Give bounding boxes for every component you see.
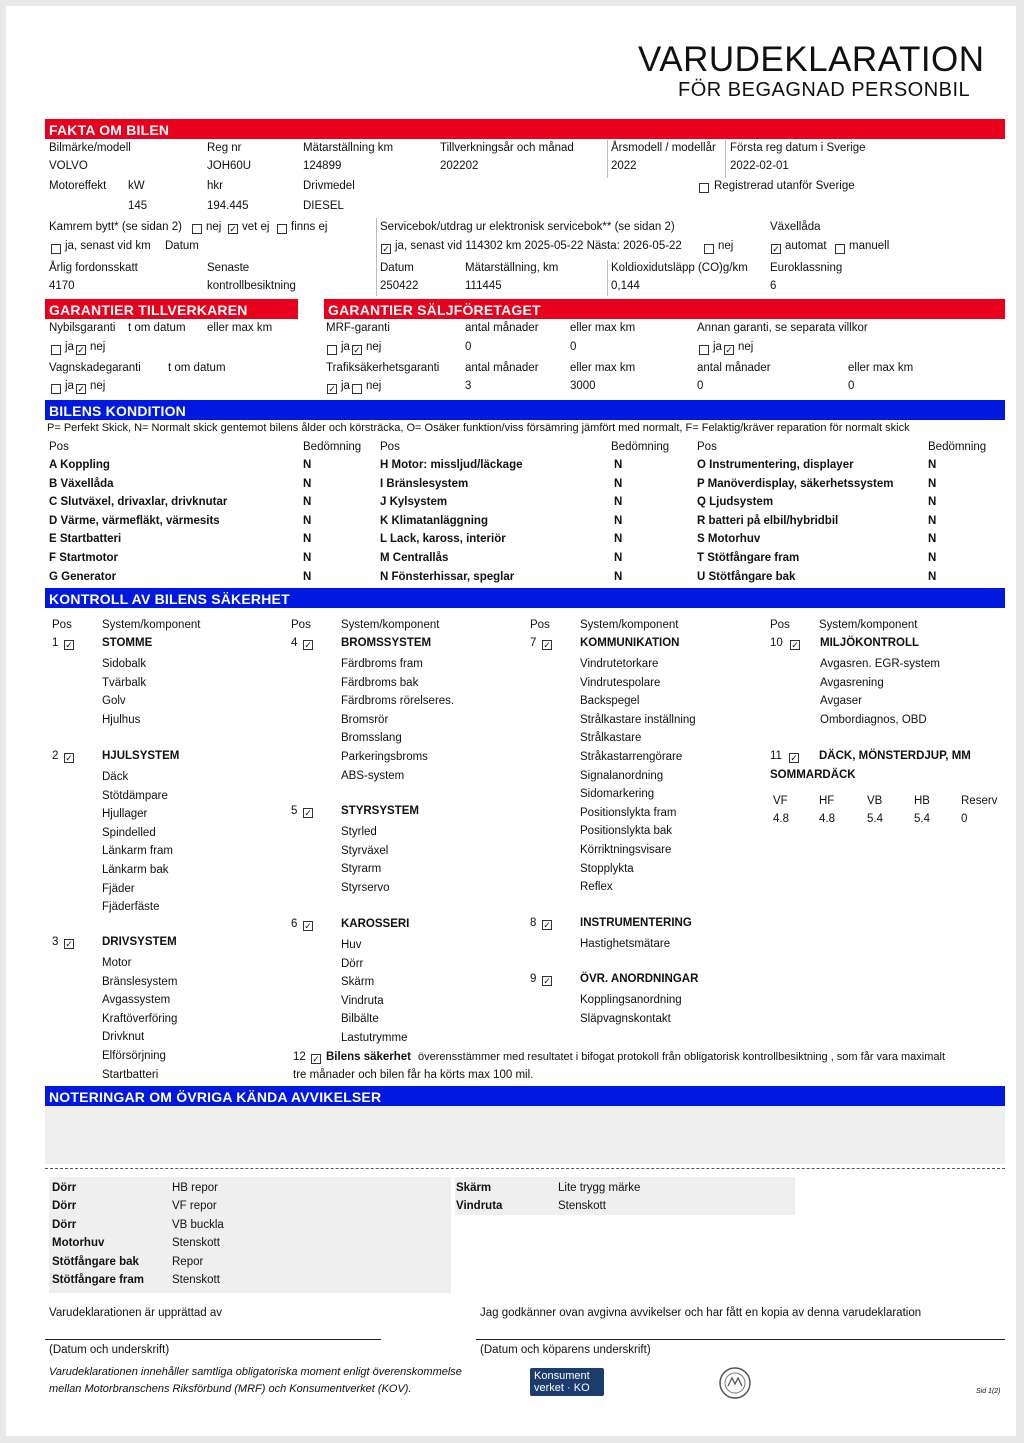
kondition-bed-header: Bedömning [611, 441, 670, 453]
group-9-checkbox[interactable]: ✓ [543, 976, 551, 986]
value-mrf-max: 0 [570, 341, 577, 353]
condition-value: N [614, 477, 623, 490]
note-part: Stötfångare bak [52, 1255, 139, 1268]
label-senaste: Senaste [207, 262, 250, 274]
component-item: Bränslesystem [102, 975, 178, 988]
note-part: Dörr [52, 1218, 77, 1231]
component-item: Avgasren. EGR-system [820, 658, 940, 670]
label-kw: kW [128, 180, 145, 192]
condition-label: L Lack, kaross, interiör [380, 533, 506, 546]
note-part: Dörr [52, 1182, 77, 1194]
tyre-col-reserv: Reserv [961, 795, 998, 807]
condition-label: O Instrumentering, displayer [697, 459, 854, 471]
checkbox-vagn-ja[interactable] [51, 384, 61, 394]
group-11-subtitle: SOMMARDÄCK [770, 769, 856, 781]
logo-line-2: verket · KO [534, 1382, 590, 1394]
label-arsmodell: Årsmodell / modellår [611, 142, 716, 154]
component-item: Sidobalk [102, 658, 147, 670]
component-item: Färdbroms bak [341, 676, 419, 689]
kontroll-pos-header: Pos [530, 619, 550, 631]
label-kamrem-nej: nej [206, 221, 222, 233]
tyre-val-vf: 4.8 [773, 813, 789, 825]
label-kamrem-datum: Datum [165, 240, 199, 252]
value-servicebok: ja, senast vid 114302 km 2025-05-22 Nästa: 2026-05-22 [395, 240, 682, 252]
group-7-num: 7 [530, 637, 537, 649]
component-item: Avgasrening [820, 676, 884, 689]
label-vagn-nej: nej [90, 380, 106, 392]
component-item: Styrarm [341, 863, 382, 876]
group-4-checkbox[interactable]: ✓ [304, 640, 312, 650]
condition-label: K Klimatanläggning [380, 514, 488, 527]
condition-value: N [614, 570, 623, 583]
condition-value: N [303, 514, 312, 527]
label-kontroll-datum: Datum [380, 262, 414, 274]
note-part: Stötfångare fram [52, 1274, 145, 1286]
note-text: Stenskott [558, 1200, 606, 1213]
label-reg: Reg nr [207, 142, 242, 154]
label-fordonsskatt: Årlig fordonsskatt [49, 262, 138, 274]
label-nybil-ja: ja [65, 341, 74, 353]
section-header-kondition: BILENS KONDITION [45, 400, 1005, 420]
condition-value: N [303, 533, 312, 546]
component-item: Startbatteri [102, 1068, 159, 1081]
label-trafik-antal: antal månader [465, 362, 539, 374]
signature-line-buyer [476, 1339, 1005, 1340]
note-text: VB buckla [172, 1218, 224, 1231]
component-item: Stråkastarrengörare [580, 751, 683, 763]
label-mrf-antal: antal månader [465, 322, 539, 334]
condition-value: N [928, 496, 937, 509]
label-trafiksakerhetsgaranti: Trafiksäkerhetsgaranti [326, 362, 440, 374]
divider [607, 140, 608, 178]
label-kontroll-km: Mätarställning, km [465, 262, 559, 274]
footer-note-1: Varudeklarationen innehåller samtliga obligatoriska moment enligt överenskommelse [49, 1366, 462, 1378]
checkbox-automat[interactable]: ✓ [772, 244, 780, 254]
component-item: Färdbroms fram [341, 658, 423, 670]
group-10-checkbox[interactable]: ✓ [791, 640, 799, 650]
component-item: Tvärbalk [102, 676, 147, 689]
condition-label: M Centrallås [380, 552, 449, 564]
group-7-checkbox[interactable]: ✓ [543, 640, 551, 650]
condition-value: N [928, 459, 937, 471]
condition-value: N [928, 533, 937, 546]
component-item: Släpvagnskontakt [580, 1012, 671, 1025]
condition-label: R batteri på elbil/hybridbil [697, 514, 839, 527]
checkbox-registrerad-utanfor[interactable] [699, 183, 709, 193]
component-item: Bilbälte [341, 1013, 379, 1026]
component-item: Ombordiagnos, OBD [820, 713, 927, 726]
label-registrerad-utanfor: Registrerad utanför Sverige [714, 180, 855, 192]
label-vagnskadegaranti: Vagnskadegaranti [49, 362, 141, 374]
label-annan-antal: antal månader [697, 362, 771, 374]
condition-label: F Startmotor [49, 552, 118, 564]
tyre-val-hb: 5.4 [914, 813, 930, 825]
group-5-checkbox[interactable]: ✓ [304, 808, 312, 818]
component-item: Motor [102, 957, 132, 969]
kondition-bed-header: Bedömning [303, 441, 362, 453]
divider [376, 218, 377, 296]
group-6-title: KAROSSERI [341, 918, 410, 930]
component-item: Strålkastare [580, 732, 642, 745]
label-mrf-ja: ja [341, 341, 350, 353]
component-item: Bromsrör [341, 713, 389, 726]
page-number: Sid 1(2) [976, 1388, 1001, 1395]
value-arsmodell: 2022 [611, 160, 637, 172]
group-2-num: 2 [52, 750, 59, 762]
group-12-bold: Bilens säkerhet [326, 1051, 412, 1063]
condition-label: G Generator [49, 570, 117, 583]
checkbox-trafik-ja[interactable]: ✓ [328, 384, 336, 394]
component-item: ABS-system [341, 769, 405, 782]
kontroll-pos-header: Pos [52, 619, 72, 631]
label-hk: hkr [207, 180, 223, 192]
kondition-legend: P= Perfekt Skick, N= Normalt skick gentemot bilens ålder och körsträcka, O= Osäker funktion/viss försämring jämfört med normalt, F= Felaktig/kräver reparation för normalt skick [47, 422, 910, 434]
condition-value: N [614, 496, 623, 509]
kontroll-pos-header: Pos [770, 619, 790, 631]
component-item: Avgaser [820, 695, 862, 708]
label-trafik-ja: ja [341, 380, 350, 392]
noteringar-line [45, 1168, 1005, 1169]
checkbox-kamrem-vetej[interactable]: ✓ [229, 224, 237, 234]
component-item: Positionslykta fram [580, 806, 677, 819]
component-item: Reflex [580, 881, 613, 894]
group-5-num: 5 [291, 805, 298, 817]
condition-label: E Startbatteri [49, 533, 122, 546]
tyre-val-vb: 5.4 [867, 813, 883, 825]
label-upprattad: Varudeklarationen är upprättad av [49, 1307, 223, 1319]
section-header-noteringar: NOTERINGAR OM ÖVRIGA KÄNDA AVVIKELSER [45, 1086, 1005, 1106]
label-automat: automat [785, 240, 827, 252]
condition-value: N [303, 459, 312, 471]
group-3-checkbox[interactable]: ✓ [65, 939, 73, 949]
group-1-title: STOMME [102, 637, 153, 649]
checkbox-manuell[interactable] [835, 244, 845, 254]
component-item: Drivknut [102, 1031, 145, 1044]
group-2-title: HJULSYSTEM [102, 750, 180, 762]
group-10-title: MILJÖKONTROLL [820, 637, 920, 649]
label-annan-nej: nej [738, 341, 754, 353]
component-item: Länkarm bak [102, 864, 169, 876]
kondition-pos-header: Pos [380, 441, 400, 453]
component-item: Fjäder [102, 882, 135, 895]
label-motor: Motoreffekt [49, 180, 107, 192]
konsumentverket-logo [530, 1368, 604, 1396]
document-page [6, 6, 1016, 1436]
component-item: Hjulhus [102, 713, 141, 726]
group-11-num: 11 [770, 750, 782, 762]
label-co2: Koldioxidutsläpp (CO)g/km [611, 262, 748, 274]
group-8-checkbox[interactable]: ✓ [543, 920, 551, 930]
checkbox-kamrem-nej[interactable] [192, 224, 202, 234]
component-item: Avgassystem [102, 994, 171, 1007]
kontroll-pos-header: Pos [291, 619, 311, 631]
tyre-val-hf: 4.8 [819, 813, 835, 825]
label-euroklass: Euroklassning [770, 262, 843, 274]
note-text: Lite trygg märke [558, 1182, 641, 1194]
value-fordonsskatt: 4170 [49, 280, 75, 292]
group-11-title: DÄCK, MÖNSTERDJUP, MM [819, 750, 971, 762]
component-item: Huv [341, 939, 362, 951]
condition-label: H Motor: missljud/läckage [380, 459, 523, 471]
group-3-num: 3 [52, 936, 59, 948]
component-item: Däck [102, 771, 129, 783]
label-nybil-maxkm: eller max km [207, 322, 273, 334]
note-part: Vindruta [456, 1200, 503, 1213]
group-12-checkbox[interactable]: ✓ [312, 1054, 320, 1064]
label-nybilsgaranti: Nybilsgaranti [49, 322, 116, 334]
label-vaxellada: Växellåda [770, 221, 821, 233]
condition-value: N [614, 459, 623, 471]
component-item: Dörr [341, 957, 364, 970]
label-trafik-max: eller max km [570, 362, 636, 374]
kondition-bed-header: Bedömning [928, 441, 987, 453]
doc-title: VARUDEKLARATION [638, 40, 985, 79]
checkbox-nybil-ja[interactable] [51, 345, 61, 355]
section-header-garanti-saljforetaget: GARANTIER SÄLJFÖRETAGET [324, 299, 1005, 319]
component-item: Skärm [341, 976, 375, 989]
checkbox-mrf-ja[interactable] [327, 345, 337, 355]
label-sig-buyer: (Datum och köparens underskrift) [480, 1344, 651, 1356]
group-12-text1: överensstämmer med resultatet i bifogat protokoll från obligatorisk kontrollbesiktning , som får vara maximalt [418, 1051, 946, 1063]
condition-label: D Värme, värmefläkt, värmesits [49, 514, 220, 527]
label-manuell: manuell [849, 240, 890, 252]
condition-label: B Växellåda [49, 477, 114, 490]
group-9-num: 9 [530, 973, 537, 985]
noteringar-area [45, 1106, 1005, 1164]
component-item: Fjäderfäste [102, 901, 160, 914]
component-item: Signalanordning [580, 769, 664, 782]
condition-value: N [303, 570, 312, 583]
checkbox-nybil-nej[interactable]: ✓ [77, 345, 85, 355]
condition-value: N [614, 533, 623, 546]
logo-line-1: Konsument [534, 1370, 590, 1382]
component-item: Lastutrymme [341, 1032, 408, 1044]
label-kamrem: Kamrem bytt* (se sidan 2) [49, 221, 182, 233]
condition-label: N Fönsterhissar, speglar [380, 570, 515, 583]
group-11-checkbox[interactable]: ✓ [790, 753, 798, 763]
label-sig-seller: (Datum och underskrift) [49, 1344, 170, 1356]
checkbox-servicebok-nej[interactable] [704, 244, 714, 254]
group-8-num: 8 [530, 917, 537, 929]
group-3-title: DRIVSYSTEM [102, 936, 177, 948]
component-item: Vindruta [341, 994, 384, 1007]
checkbox-kamrem-ja[interactable] [51, 244, 61, 254]
checkbox-annan-ja[interactable] [699, 345, 709, 355]
condition-value: N [303, 552, 312, 564]
label-kamrem-finnsej: finns ej [291, 221, 328, 233]
value-brand: VOLVO [49, 160, 88, 172]
value-co2: 0,144 [611, 280, 640, 292]
divider [607, 260, 608, 296]
group-7-title: KOMMUNIKATION [580, 637, 680, 649]
checkbox-vagn-nej[interactable]: ✓ [77, 384, 85, 394]
value-drivmedel: DIESEL [303, 200, 344, 212]
condition-label: S Motorhuv [697, 533, 761, 546]
condition-label: T Stötfångare fram [697, 552, 800, 564]
tyre-col-vf: VF [773, 795, 788, 807]
component-item: Hastighetsmätare [580, 938, 671, 950]
signature-line-seller [45, 1339, 381, 1340]
note-text: Repor [172, 1255, 204, 1268]
value-mrf-antal: 0 [465, 341, 472, 353]
condition-label: I Bränslesystem [380, 477, 469, 490]
tyre-val-reserv: 0 [961, 813, 968, 825]
condition-value: N [928, 570, 937, 583]
component-item: Styrservo [341, 881, 390, 894]
group-4-num: 4 [291, 637, 298, 649]
note-text: HB repor [172, 1182, 219, 1194]
checkbox-annan-nej[interactable]: ✓ [725, 345, 733, 355]
value-annan-max: 0 [848, 380, 855, 392]
component-item: Kraftöverföring [102, 1012, 178, 1025]
label-trafik-nej: nej [366, 380, 382, 392]
label-vagn-tomdatum: t om datum [168, 362, 226, 374]
label-mrf-nej: nej [366, 341, 382, 353]
note-text: Stenskott [172, 1237, 220, 1250]
component-item: Kopplingsanordning [580, 994, 682, 1006]
condition-label: U Stötfångare bak [697, 570, 796, 583]
note-part: Motorhuv [52, 1237, 105, 1250]
value-kw: 145 [128, 200, 148, 212]
component-item: Positionslykta bak [580, 825, 673, 838]
condition-value: N [303, 496, 312, 509]
note-text: VF repor [172, 1200, 217, 1213]
mrf-seal-icon [717, 1366, 753, 1400]
condition-label: A Koppling [49, 459, 110, 471]
tyre-col-hf: HF [819, 795, 835, 807]
kontroll-sys-header: System/komponent [341, 619, 440, 631]
label-godkanner: Jag godkänner ovan avgivna avvikelser och har fått en kopia av denna varudeklaration [480, 1307, 922, 1319]
component-item: Golv [102, 695, 126, 708]
component-item: Styrväxel [341, 844, 389, 857]
component-item: Styrled [341, 826, 377, 838]
label-mrf-max: eller max km [570, 322, 636, 334]
component-item: Bromsslang [341, 732, 402, 745]
label-kamrem-vetej: vet ej [242, 221, 270, 233]
label-mrf-garanti: MRF-garanti [326, 322, 390, 334]
group-8-title: INSTRUMENTERING [580, 917, 692, 929]
label-drivmedel: Drivmedel [303, 180, 355, 192]
component-item: Stötdämpare [102, 789, 168, 802]
group-1-checkbox[interactable]: ✓ [65, 640, 73, 650]
value-trafik-max: 3000 [570, 380, 596, 392]
value-hk: 194.445 [207, 200, 249, 212]
doc-subtitle: FÖR BEGAGNAD PERSONBIL [678, 79, 971, 101]
note-part: Skärm [456, 1182, 492, 1194]
label-brand: Bilmärke/modell [49, 142, 131, 154]
group-12-num: 12 [293, 1051, 306, 1063]
condition-label: P Manöverdisplay, säkerhetssystem [697, 477, 894, 490]
divider [725, 140, 726, 178]
label-nybil-nej: nej [90, 341, 106, 353]
component-item: Vindrutetorkare [580, 658, 659, 670]
label-tillv: Tillverkningsår och månad [440, 142, 574, 154]
label-annan-garanti: Annan garanti, se separata villkor [697, 322, 868, 334]
condition-label: J Kylsystem [380, 496, 448, 509]
component-item: Strålkastare inställning [580, 713, 696, 726]
component-item: Färdbroms rörelseres. [341, 695, 455, 708]
group-9-title: ÖVR. ANORDNINGAR [580, 973, 699, 985]
component-item: Sidomarkering [580, 788, 655, 801]
value-kontroll-km: 111445 [465, 280, 502, 292]
value-annan-antal: 0 [697, 380, 704, 392]
label-vagn-ja: ja [65, 380, 74, 392]
group-2-checkbox[interactable]: ✓ [65, 753, 73, 763]
component-item: Stopplykta [580, 862, 634, 875]
section-header-fakta: FAKTA OM BILEN [45, 119, 1005, 139]
value-tillv: 202202 [440, 160, 479, 172]
section-header-kontroll: KONTROLL AV BILENS SÄKERHET [45, 588, 1005, 608]
note-part: Dörr [52, 1200, 77, 1213]
group-5-title: STYRSYSTEM [341, 805, 419, 817]
kondition-pos-header: Pos [49, 441, 69, 453]
group-6-checkbox[interactable]: ✓ [304, 921, 312, 931]
component-item: Backspegel [580, 695, 640, 708]
component-item: Spindelled [102, 826, 156, 839]
kontroll-sys-header: System/komponent [102, 619, 201, 631]
kontroll-sys-header: System/komponent [580, 619, 679, 631]
footer-note-2: mellan Motorbranschens Riksförbund (MRF) och Konsumentverket (KOV). [49, 1383, 412, 1395]
component-item: Hjullager [102, 808, 148, 821]
value-forsta-reg: 2022-02-01 [730, 160, 789, 172]
component-item: Vindrutespolare [580, 676, 661, 689]
kontroll-sys-header: System/komponent [819, 619, 918, 631]
label-annan-max: eller max km [848, 362, 914, 374]
value-trafik-antal: 3 [465, 380, 472, 392]
label-annan-ja: ja [713, 341, 722, 353]
label-servicebok: Servicebok/utdrag ur elektronisk servicebok** (se sidan 2) [380, 221, 675, 233]
group-4-title: BROMSSYSTEM [341, 637, 432, 649]
condition-value: N [928, 552, 937, 564]
group-1-num: 1 [52, 637, 59, 649]
component-item: Parkeringsbroms [341, 751, 428, 763]
component-item: Körriktningsvisare [580, 844, 672, 856]
condition-value: N [614, 514, 623, 527]
value-euroklass: 6 [770, 280, 777, 292]
label-servicebok-nej: nej [718, 240, 734, 252]
value-kontroll-datum: 250422 [380, 280, 419, 292]
checkbox-mrf-nej[interactable]: ✓ [353, 345, 361, 355]
group-12-text2: tre månader och bilen får ha körts max 100 mil. [293, 1069, 534, 1081]
tyre-col-vb: VB [867, 795, 883, 807]
label-nybil-tomdatum: t om datum [128, 322, 186, 334]
condition-value: N [303, 477, 312, 490]
kondition-pos-header: Pos [697, 441, 717, 453]
checkbox-servicebok-ja[interactable]: ✓ [382, 244, 390, 254]
group-6-num: 6 [291, 918, 298, 930]
tyre-col-hb: HB [914, 795, 930, 807]
condition-value: N [614, 552, 623, 564]
value-km: 124899 [303, 160, 342, 172]
section-header-garanti-tillverkaren: GARANTIER TILLVERKAREN [45, 299, 298, 319]
note-text: Stenskott [172, 1274, 220, 1286]
condition-label: Q Ljudsystem [697, 496, 774, 509]
checkbox-trafik-nej[interactable] [352, 384, 362, 394]
checkbox-kamrem-finnsej[interactable] [277, 224, 287, 234]
group-10-num: 10 [770, 637, 783, 649]
condition-value: N [928, 477, 937, 490]
label-forsta-reg: Första reg datum i Sverige [730, 142, 866, 154]
condition-label: C Slutväxel, drivaxlar, drivknutar [49, 496, 228, 509]
label-kamrem-ja: ja, senast vid km [65, 240, 151, 252]
condition-value: N [928, 514, 937, 527]
component-item: Länkarm fram [102, 845, 173, 858]
value-reg: JOH60U [207, 160, 252, 172]
component-item: Elförsörjning [102, 1050, 166, 1062]
label-kontrollbesiktning: kontrollbesiktning [207, 280, 296, 292]
label-km: Mätarställning km [303, 142, 394, 154]
